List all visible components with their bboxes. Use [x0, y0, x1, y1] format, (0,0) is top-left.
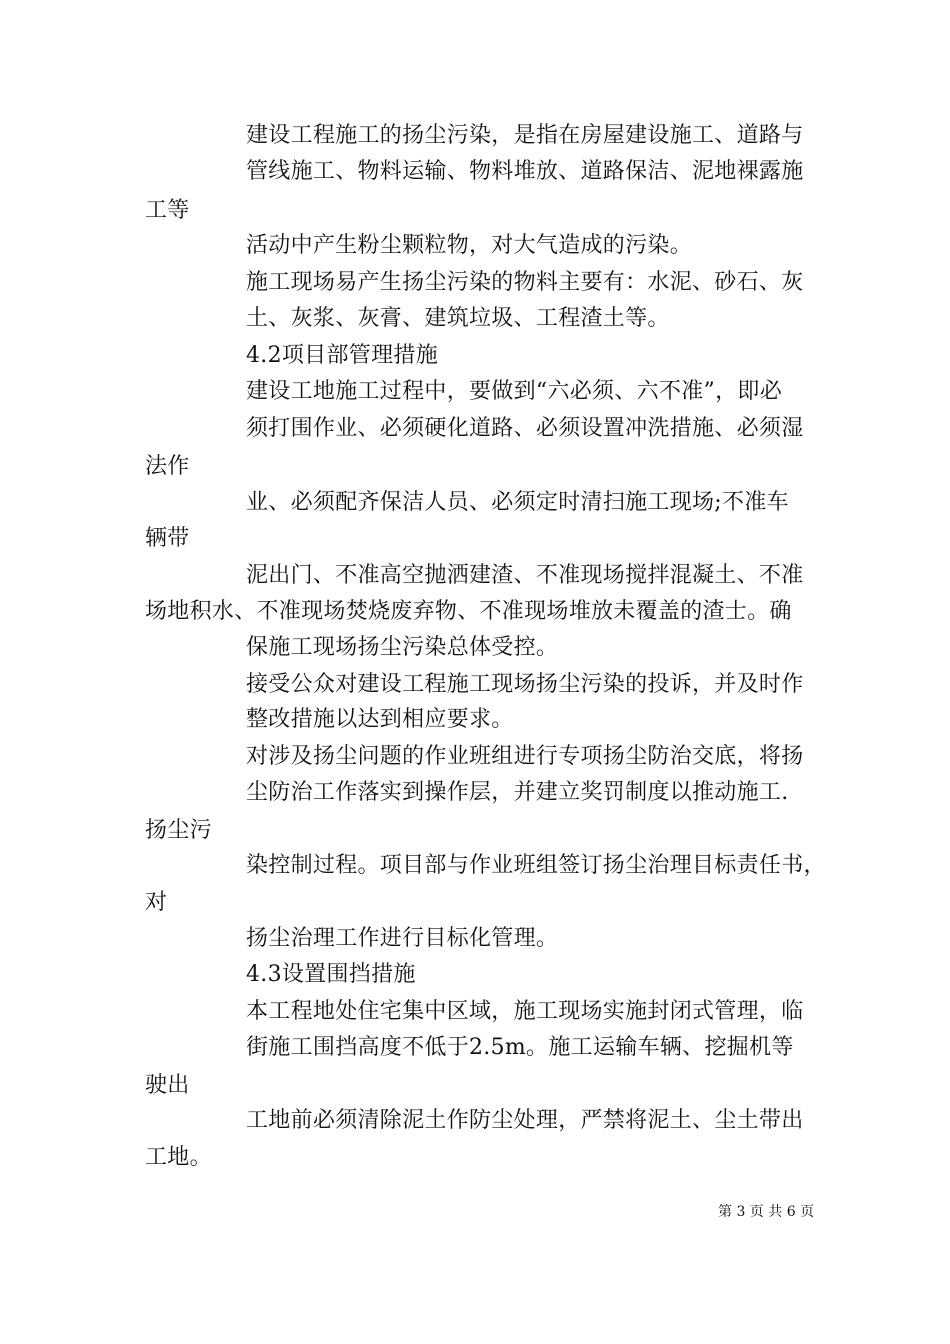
paragraph-line: 扬尘治理工作进行目标化管理。: [246, 926, 559, 951]
paragraph-line: 保施工现场扬尘污染总体受控。: [246, 635, 559, 660]
section-heading: 4.3设置围挡措施: [246, 962, 416, 987]
paragraph-line: 接受公众对建设工程施工现场扬尘污染的投诉，并及时作: [246, 672, 804, 697]
paragraph-line: 土、灰浆、灰膏、建筑垃圾、工程渣土等。: [246, 306, 670, 331]
paragraph-line: 对涉及扬尘问题的作业班组进行专项扬尘防治交底，将扬: [246, 744, 804, 769]
paragraph-line: 建设工地施工过程中，要做到“六必须、六不准”，即必: [246, 379, 782, 404]
paragraph-line: 辆带: [145, 526, 190, 551]
section-heading: 4.2项目部管理措施: [246, 343, 438, 368]
paragraph-line: 场地积水、不准现场焚烧废弃物、不准现场堆放未覆盖的渣士。确: [145, 599, 792, 624]
paragraph-line: 工地。: [145, 1145, 212, 1170]
paragraph-line: 整改措施以达到相应要求。: [246, 707, 514, 732]
paragraph-line: 泥出门、不准高空抛洒建渣、不准现场搅拌混凝土、不准: [246, 563, 804, 588]
paragraph-line: 业、必须配齐保洁人员、必须定时清扫施工现场;不准车: [246, 490, 789, 515]
paragraph-line: 本工程地处住宅集中区域，施工现场实施封闭式管理，临: [246, 999, 804, 1024]
paragraph-line: 工地前必须清除泥土作防尘处理，严禁将泥土、尘土带出: [246, 1108, 804, 1133]
paragraph-line: 施工现场易产生扬尘污染的物料主要有：水泥、砂石、灰: [246, 270, 804, 295]
paragraph-line: 工等: [145, 198, 190, 223]
paragraph-line: 街施工围挡高度不低于2.5m。施工运输车辆、挖掘机等: [246, 1035, 794, 1060]
paragraph-line: 活动中产生粉尘颗粒物，对大气造成的污染。: [246, 233, 693, 258]
paragraph-line: 法作: [145, 454, 190, 479]
paragraph-line: 尘防治工作落实到操作层，并建立奖罚制度以推动施工.: [246, 780, 789, 805]
paragraph-line: 扬尘污: [145, 818, 212, 843]
paragraph-line: 驶出: [145, 1073, 190, 1098]
paragraph-line: 染控制过程。项目部与作业班组签订扬尘治理目标责任书，: [246, 853, 826, 878]
paragraph-line: 须打围作业、必须硬化道路、必须设置冲洗措施、必须湿: [246, 416, 804, 441]
paragraph-line: 管线施工、物料运输、物料堆放、道路保洁、泥地裸露施: [246, 159, 804, 184]
paragraph-line: 对: [145, 890, 168, 915]
page-number: 第 3 页 共 6 页: [718, 1204, 815, 1220]
paragraph-line: 建设工程施工的扬尘污染，是指在房屋建设施工、道路与: [246, 123, 804, 148]
